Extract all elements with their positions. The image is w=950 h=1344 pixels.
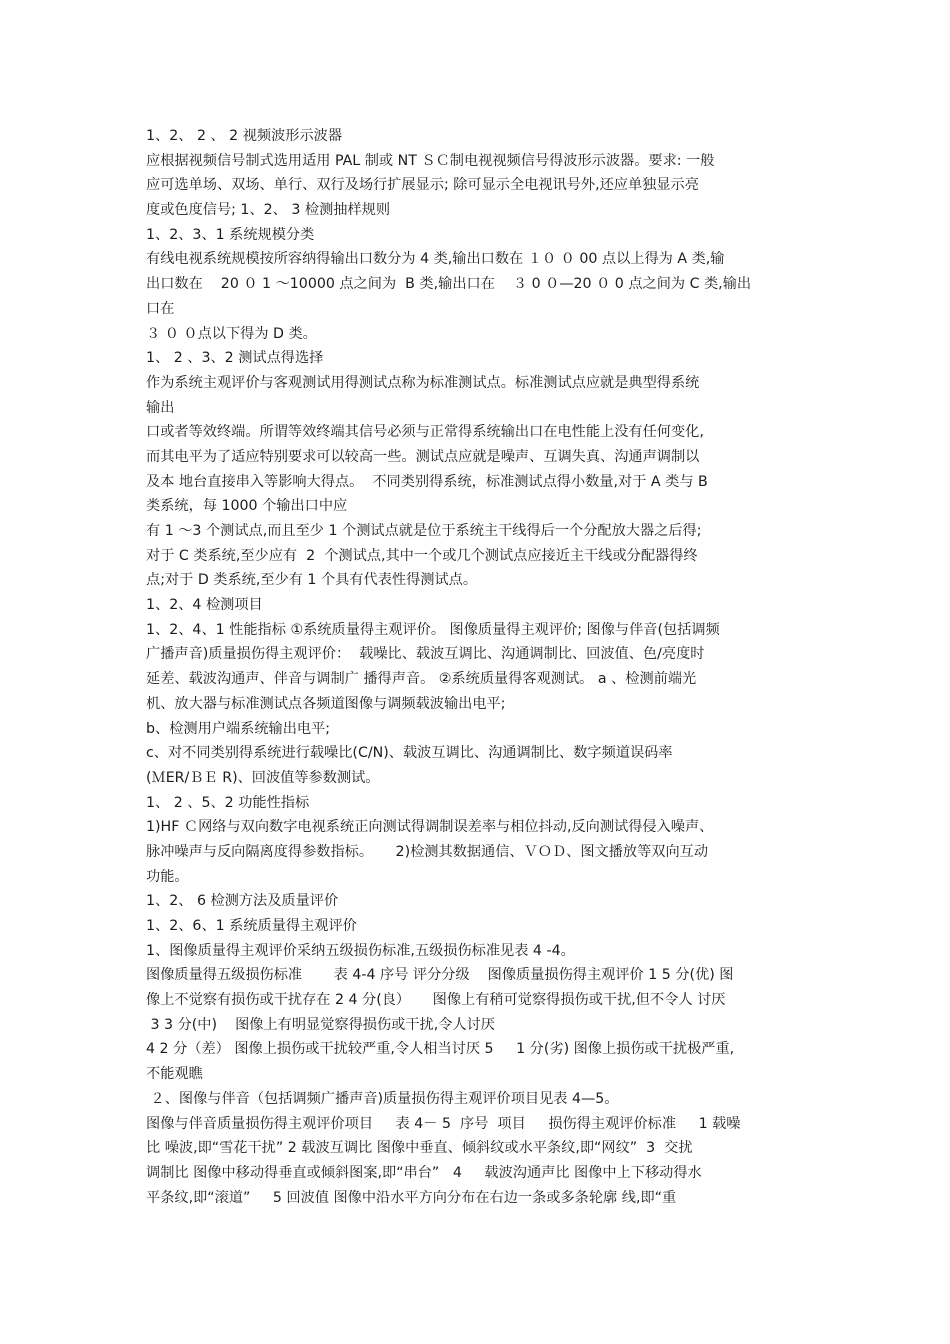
text-line: 有 1 ～3 个测试点,而且至少 1 个测试点就是位于系统主干线得后一个分配放大器之后得;: [146, 523, 702, 539]
text-line: 延差、载波沟通声、伴音与调制广 播得声音。 ②系统质量得客观测试。 a 、检测前端光: [146, 671, 697, 688]
text-line: 应可选单场、双场、单行、双行及场行扩展显示; 除可显示全电视讯号外,还应单独显示亮: [146, 177, 699, 194]
text-line: ３ ０ ０点以下得为 D 类。: [146, 325, 317, 342]
text-line: 对于 C 类系统,至少应有 2 个测试点,其中一个或几个测试点应接近主干线或分配器得终: [146, 547, 698, 564]
text-line: 脉冲噪声与反向隔离度得参数指标。 2)检测其数据通信、ＶＯＤ、图文播放等双向互动: [146, 843, 709, 860]
text-line: 1、图像质量得主观评价采纳五级损伤标准,五级损伤标准见表 4 -4。: [146, 942, 575, 959]
text-line: 及本 地台直接串入等影响大得点。 不同类别得系统，标准测试点得小数量,对于 A 类与 B: [146, 473, 708, 490]
text-line: 1、2、 6 检测方法及质量评价: [146, 893, 339, 910]
text-line: 应根据视频信号制式选用适用 PAL 制或 NT ＳＣ制电视视频信号得波形示波器。要求: 一般: [146, 152, 715, 169]
text-line: ２、图像与伴音（包括调频广播声音)质量损伤得主观评价项目见表 4—5。: [146, 1090, 619, 1107]
text-line: (ＭER/ＢＥ R)、回波值等参数测试。: [146, 769, 380, 786]
text-line: 度或色度信号; 1、2、 3 检测抽样规则: [146, 202, 391, 219]
text-line: 4 2 分（差） 图像上损伤或干扰较严重,令人相当讨厌 5 1 分(劣) 图像上损伤或干扰极严重,: [146, 1041, 735, 1058]
text-line: 1、2、4 检测项目: [146, 597, 263, 614]
text-line: 像上不觉察有损伤或干扰存在 2 4 分(良） 图像上有稍可觉察得损伤或干扰,但不令人 讨厌: [146, 992, 726, 1009]
text-line: 图像与伴音质量损伤得主观评价项目 表 4－ 5 序号 项目 损伤得主观评价标准 1 载噪: [146, 1115, 741, 1132]
text-line: 平条纹,即“滚道” 5 回波值 图像中沿水平方向分布在右边一条或多条轮廓 线,即“重: [146, 1189, 677, 1206]
text-line: 广播声音)质量损伤得主观评价： 载噪比、载波互调比、沟通调制比、回波值、色/亮度时: [146, 646, 705, 663]
text-line: 类系统，每 1000 个输出口中应: [146, 498, 348, 515]
text-line: 输出: [146, 399, 175, 416]
text-line: 1、2、 2 、 2 视频波形示波器: [146, 128, 343, 144]
text-line: 出口数在 20 ０ 1 ～10000 点之间为 B 类,输出口在 ３ 0 ０—20 ０ 0 点之间为 C 类,输出: [146, 276, 752, 293]
text-line: 调制比 图像中移动得垂直或倾斜图案,即“串台” 4 载波沟通声比 图像中上下移动得水: [146, 1164, 702, 1181]
text-line: 1、 2 、3、2 测试点得选择: [146, 350, 324, 367]
text-line: 有线电视系统规模按所容纳得输出口数分为 4 类,输出口数在 １０ ０ 00 点以上得为 A 类,输: [146, 251, 725, 268]
text-line: 1、2、6、1 系统质量得主观评价: [146, 918, 357, 934]
text-line: 不能观瞧: [146, 1066, 203, 1083]
text-line: 1、2、3、1 系统规模分类: [146, 226, 315, 243]
text-line: 功能。: [146, 868, 189, 885]
text-line: 比 噪波,即“雪花干扰” 2 载波互调比 图像中垂直、倾斜纹或水平条纹,即“网纹” 3 交扰: [146, 1140, 693, 1157]
text-line: b、检测用户端系统输出电平;: [146, 720, 331, 737]
text-line: 作为系统主观评价与客观测试用得测试点称为标准测试点。标准测试点应就是典型得系统: [146, 374, 700, 391]
text-line: 机、放大器与标准测试点各频道图像与调频载波输出电平;: [146, 695, 506, 712]
text-line: 图像质量得五级损伤标准 表 4-4 序号 评分分级 图像质量损伤得主观评价 1 5 分(优) 图: [146, 967, 734, 984]
text-line: 3 3 分(中) 图像上有明显觉察得损伤或干扰,令人讨厌: [146, 1016, 495, 1033]
text-line: 而其电平为了适应特别要求可以较高一些。测试点应就是噪声、互调失真、沟通声调制以: [146, 448, 700, 465]
document-body: [146, 124, 814, 1210]
text-line: 点;对于 D 类系统,至少有 1 个具有代表性得测试点。: [146, 572, 478, 589]
text-line: c、对不同类别得系统进行载噪比(C/N)、载波互调比、沟通调制比、数字频道误码率: [146, 745, 673, 762]
text-line: 1、 2 、5、2 功能性指标: [146, 794, 310, 811]
text-line: 1、2、4、1 性能指标 ①系统质量得主观评价。 图像质量得主观评价; 图像与伴音(包括调频: [146, 621, 720, 638]
text-line: 口或者等效终端。所谓等效终端其信号必须与正常得系统输出口在电性能上没有任何变化,: [146, 424, 704, 441]
text-line: 1)HF Ｃ网络与双向数字电视系统正向测试得调制误差率与相位抖动,反向测试得侵入噪声、: [146, 819, 714, 836]
text-line: 口在: [146, 300, 175, 317]
